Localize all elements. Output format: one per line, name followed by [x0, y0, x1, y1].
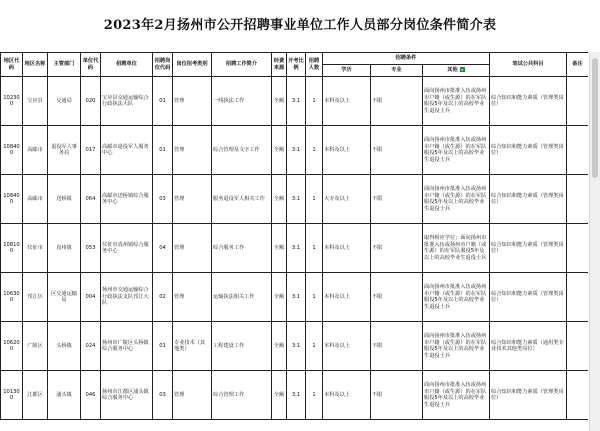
cell-other: 面向扬州市批准入伍或扬州市户籍（或生源）的在军队服役5年及以上的高校毕业生退役士兵 [423, 175, 490, 224]
cell-exam: 综合知识和能力素质（管理类岗位） [490, 175, 567, 224]
table-container [0, 52, 588, 431]
cell-major: 不限 [371, 224, 423, 273]
table-body [1, 77, 589, 420]
cell-dept: 头桥镇 [48, 322, 81, 371]
cell-other: 面向扬州市批准入伍或扬州市户籍（或生源）的在军队服役5年及以上的高校毕业生退役士兵 [423, 77, 490, 126]
cell-pos-type: 管理 [173, 371, 212, 420]
cell-count: 1 [306, 126, 323, 175]
cell-edu: 大专及以上 [323, 175, 371, 224]
cell-region-code: 102300 [1, 77, 23, 126]
cell-count: 1 [306, 224, 323, 273]
vertical-scrollbar[interactable] [589, 52, 600, 431]
page-title: 2023年2月扬州市公开招聘事业单位工作人员部分岗位条件简介表 [103, 18, 497, 33]
cell-unit-name: 高邮市送桥镇综合服务中心 [101, 175, 153, 224]
cell-ratio: 3:1 [287, 371, 306, 420]
cell-unit-code: 024 [81, 322, 101, 371]
cell-edu: 本科及以上 [323, 126, 371, 175]
cell-region-name: 高邮市 [23, 126, 48, 175]
filter-icon[interactable]: ▾ [461, 67, 464, 73]
cell-exam: 综合知识和能力素质（管理类岗位） [490, 126, 567, 175]
cell-remark [567, 175, 589, 224]
cell-count: 1 [306, 175, 323, 224]
cell-job: 工程建设工作 [212, 322, 272, 371]
cell-unit-code: 004 [81, 273, 101, 322]
cell-region-code: 106200 [1, 322, 23, 371]
cell-dept: 区交通运输局 [48, 273, 81, 322]
cell-dept: 退役军人事务局 [48, 126, 81, 175]
cell-ratio: 3:1 [287, 322, 306, 371]
cell-pos-code: 01 [153, 322, 173, 371]
scrollbar-thumb[interactable] [592, 58, 598, 178]
cell-other: 面向扬州市批准入伍或扬州市户籍（或生源）的在军队服役5年及以上的高校毕业生退役士兵 [423, 371, 490, 420]
cell-funding: 全额 [272, 126, 287, 175]
cell-region-code: 108400 [1, 126, 23, 175]
cell-pos-code: 03 [153, 371, 173, 420]
cell-pos-code: 04 [153, 224, 173, 273]
cell-ratio: 3:1 [287, 273, 306, 322]
col-other [423, 65, 490, 77]
cell-unit-name: 宝应县交通运输综合行政执法大队 [101, 77, 153, 126]
table-row [1, 224, 589, 273]
cell-region-name: 邗江区 [23, 273, 48, 322]
cell-job: 综合管理工作 [212, 371, 272, 420]
cell-major: 不限 [371, 322, 423, 371]
col-job: 招聘工作简介 [212, 53, 272, 77]
cell-unit-name: 扬州市交通运输综合行政执法支队邗江大队 [101, 273, 153, 322]
cell-region-name: 宝应县 [23, 77, 48, 126]
cell-remark [567, 273, 589, 322]
cell-exam: 综合知识和能力素质（管理类岗位） [490, 224, 567, 273]
cell-pos-type: 专业技术（其他类） [173, 322, 212, 371]
cell-job: 一线执法工作 [212, 77, 272, 126]
cell-count: 1 [306, 371, 323, 420]
cell-pos-code: 03 [153, 175, 173, 224]
cell-edu: 本科及以上 [323, 371, 371, 420]
cell-remark [567, 77, 589, 126]
cell-job: 运输执法相关工作 [212, 273, 272, 322]
cell-edu: 本科及以上 [323, 273, 371, 322]
cell-region-code: 106300 [1, 273, 23, 322]
col-unit-name: 招聘单位 [101, 53, 153, 77]
cell-pos-type: 管理 [173, 77, 212, 126]
cell-other: 取得相应学位；面向扬州市批准入伍或扬州市户籍（或生源）的在军队服役5年及以上的高校毕业生退役士兵 [423, 224, 490, 273]
cell-dept: 浦头镇 [48, 371, 81, 420]
cell-other: 面向扬州市批准入伍或扬州市户籍（或生源）的在军队服役5年及以上的高校毕业生退役士兵 [423, 273, 490, 322]
cell-pos-code: 02 [153, 273, 173, 322]
cell-funding: 全额 [272, 273, 287, 322]
cell-major: 不限 [371, 175, 423, 224]
cell-major: 不限 [371, 273, 423, 322]
cell-other: 面向扬州市批准入伍或扬州市户籍（或生源）的在军队服役5年及以上的高校毕业生退役士兵 [423, 126, 490, 175]
cell-remark [567, 371, 589, 420]
positions-table [0, 52, 588, 420]
cell-funding: 全额 [272, 224, 287, 273]
cell-other: 面向扬州市批准入伍或扬州市户籍（或生源）的在军队服役5年及以上的高校毕业生退役士兵 [423, 322, 490, 371]
cell-ratio: 3:1 [287, 175, 306, 224]
cell-exam: 综合知识和能力素质（通用类专业技术其他类岗位） [490, 322, 567, 371]
cell-remark [567, 224, 589, 273]
col-major: 专业 [371, 65, 423, 77]
cell-unit-code: 053 [81, 224, 101, 273]
table-row [1, 322, 589, 371]
cell-unit-code: 046 [81, 371, 101, 420]
cell-pos-type: 管理 [173, 126, 212, 175]
col-count: 招聘人数 [306, 53, 323, 77]
cell-major: 不限 [371, 77, 423, 126]
cell-major: 不限 [371, 126, 423, 175]
col-remark: 备注 [567, 53, 589, 77]
col-exam: 笔试公共科目 [490, 53, 567, 77]
col-region-name: 地区名称 [23, 53, 48, 77]
cell-unit-code: 020 [81, 77, 101, 126]
cell-unit-name: 扬州市江都区浦头镇综合服务中心 [101, 371, 153, 420]
cell-edu: 本科及以上 [323, 322, 371, 371]
cell-pos-code: 01 [153, 126, 173, 175]
cell-funding: 全额 [272, 371, 287, 420]
table-row [1, 77, 589, 126]
col-unit-code: 单位代码 [81, 53, 101, 77]
cell-edu: 本科及以上 [323, 224, 371, 273]
col-dept: 主管部门 [48, 53, 81, 77]
cell-ratio: 3:1 [287, 224, 306, 273]
cell-unit-name: 扬州市广陵区头桥镇综合服务中心 [101, 322, 153, 371]
cell-region-name: 广陵区 [23, 322, 48, 371]
cell-pos-type: 管理 [173, 273, 212, 322]
col-other-label: 其他 [447, 67, 458, 74]
cell-remark [567, 322, 589, 371]
cell-funding: 全额 [272, 322, 287, 371]
cell-count: 1 [306, 77, 323, 126]
col-pos-code: 招聘岗位代码 [153, 53, 173, 77]
table-row [1, 273, 589, 322]
cell-region-name: 江都区 [23, 371, 48, 420]
cell-dept: 送桥镇 [48, 175, 81, 224]
cell-exam: 综合知识和能力素质（管理类岗位） [490, 273, 567, 322]
cell-ratio: 3:1 [287, 126, 306, 175]
cell-major: 不限 [371, 371, 423, 420]
cell-dept: 交通局 [48, 77, 81, 126]
cell-ratio: 3:1 [287, 77, 306, 126]
cell-unit-name: 仪征市真州镇综合服务中心 [101, 224, 153, 273]
cell-region-code: 101300 [1, 371, 23, 420]
cell-region-name: 仪征市 [23, 224, 48, 273]
table-row [1, 371, 589, 420]
col-ratio: 开考比例 [287, 53, 306, 77]
cell-region-name: 高邮市 [23, 175, 48, 224]
cell-funding: 全额 [272, 77, 287, 126]
cell-pos-type: 管理 [173, 175, 212, 224]
cell-unit-code: 064 [81, 175, 101, 224]
col-edu: 学历 [323, 65, 371, 77]
table-row [1, 126, 589, 175]
table-row [1, 175, 589, 224]
cell-funding: 全额 [272, 175, 287, 224]
col-funding: 经费来源 [272, 53, 287, 77]
cell-job: 综合管理及文字工作 [212, 126, 272, 175]
cell-dept: 真州镇 [48, 224, 81, 273]
cell-exam: 综合知识和能力素质（管理类岗位） [490, 77, 567, 126]
cell-remark [567, 126, 589, 175]
cell-pos-code: 01 [153, 77, 173, 126]
cell-job: 服务退役军人相关工作 [212, 175, 272, 224]
cell-count: 1 [306, 273, 323, 322]
col-pos-type: 岗位招考类别 [173, 53, 212, 77]
cell-count: 1 [306, 322, 323, 371]
cell-job: 综合服务工作 [212, 224, 272, 273]
col-conditions: 招聘条件 [323, 53, 490, 65]
cell-pos-type: 管理 [173, 224, 212, 273]
cell-region-code: 108100 [1, 224, 23, 273]
col-region-code: 地区代码 [1, 53, 23, 77]
cell-unit-name: 高邮市退役军人服务中心 [101, 126, 153, 175]
cell-exam: 综合知识和能力素质（管理类岗位） [490, 371, 567, 420]
cell-unit-code: 017 [81, 126, 101, 175]
cell-region-code: 108400 [1, 175, 23, 224]
cell-edu: 本科及以上 [323, 77, 371, 126]
